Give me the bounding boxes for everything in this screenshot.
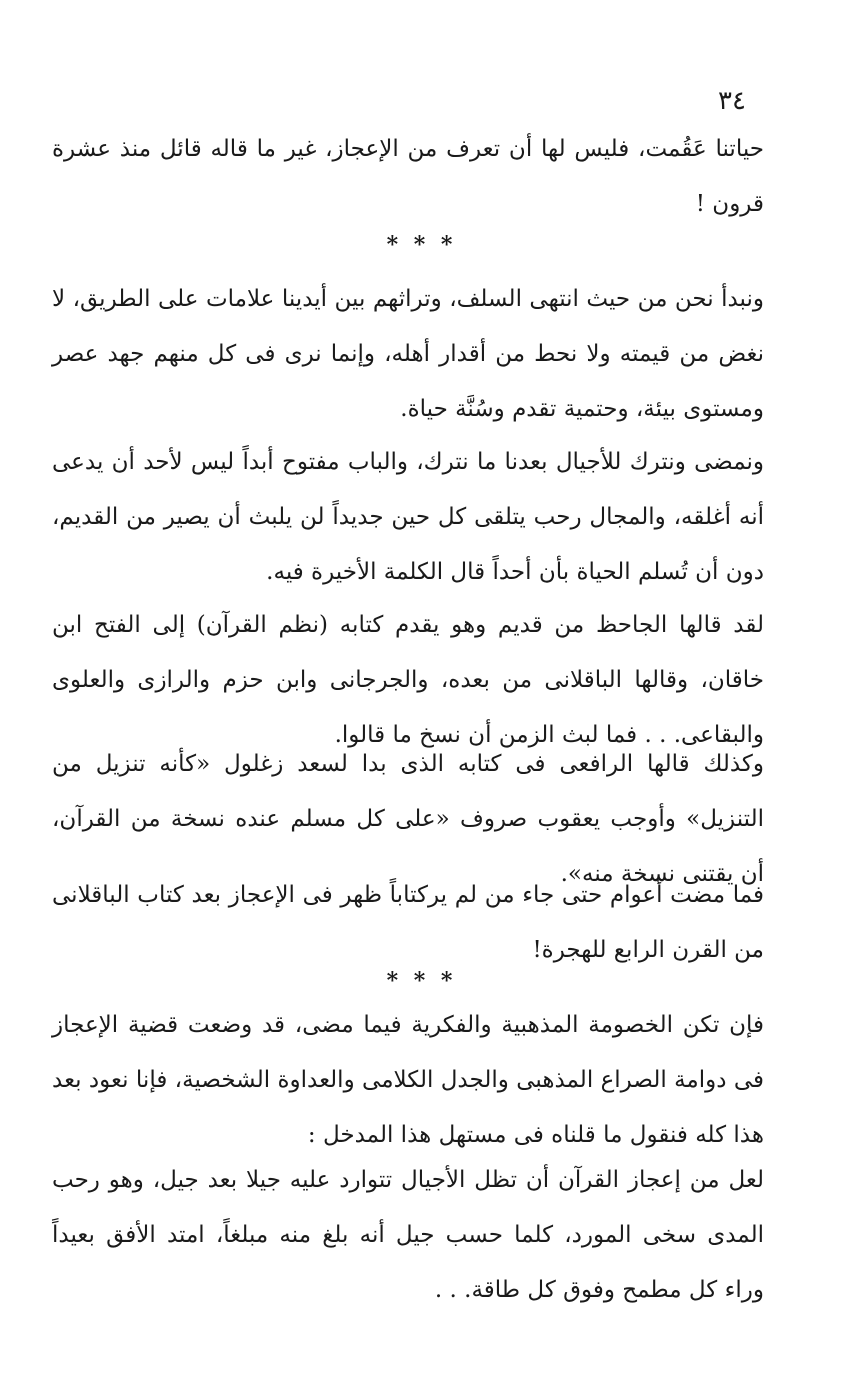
paragraph-text: فإن تكن الخصومة المذهبية والفكرية فيما مضى، قد وضعت قضية الإعجاز فى دوامة الصراع المذهبى والجدل الكلامى والعداوة الشخصية، فإنا نعود بعد هذا كله فنقول ما قلناه فى مستهل هذا المدخل :: [52, 1012, 764, 1148]
paragraph-text: لقد قالها الجاحظ من قديم وهو يقدم كتابه (نظم القرآن) إلى الفتح ابن خاقان، وقالها الباقلانى من بعده، والجرجانى وابن حزم والرازى والعلوى والبقاعى. . . فما لبث الزمن أن نسخ ما قالوا.: [52, 612, 764, 748]
intro-text: حياتنا عَقُمت، فليس لها أن تعرف من الإعجاز، غير ما قاله قائل منذ عشرة قرون !: [52, 136, 764, 217]
section-separator: * * *: [386, 232, 457, 258]
paragraph-text: وكذلك قالها الرافعى فى كتابه الذى بدا لسعد زغلول «كأنه تنزيل من التنزيل» وأوجب يعقوب صروف «على كل مسلم عنده نسخة من القرآن، أن يقتنى نسخة منه».: [52, 751, 764, 887]
intro-paragraph: [52, 122, 764, 232]
paragraph-1: [52, 272, 764, 437]
section-separator: * * *: [386, 968, 457, 994]
paragraph-7: [52, 1153, 764, 1318]
paragraph-text: ونبدأ نحن من حيث انتهى السلف، وتراثهم بين أيدينا علامات على الطريق، لا نغض من قيمته ولا نحط من أقدار أهله، وإنما نرى فى كل منهم جهد عصر ومستوى بيئة، وحتمية تقدم وسُنَّة حياة.: [52, 286, 764, 422]
paragraph-text: لعل من إعجاز القرآن أن تظل الأجيال تتوارد عليه جيلا بعد جيل، وهو رحب المدى سخى المورد، كلما حسب جيل أنه بلغ منه مبلغاً، امتد الأفق بعيداً وراء كل مطمح وفوق كل طاقة. . .: [52, 1167, 764, 1303]
paragraph-text: فما مضت أعوام حتى جاء من لم يركتاباً ظهر فى الإعجاز بعد كتاب الباقلانى من القرن الرابع للهجرة!: [52, 882, 764, 963]
paragraph-6: [52, 998, 764, 1163]
paragraph-5: [52, 868, 764, 978]
page-number: ٣٤: [718, 86, 746, 116]
paragraph-2: [52, 435, 764, 600]
paragraph-text: ونمضى ونترك للأجيال بعدنا ما نترك، والباب مفتوح أبداً ليس لأحد أن يدعى أنه أغلقه، والمجال رحب يتلقى كل حين جديداً لن يلبث أن يصير من القديم، دون أن تُسلم الحياة بأن أحداً قال الكلمة الأخيرة فيه.: [52, 449, 764, 585]
